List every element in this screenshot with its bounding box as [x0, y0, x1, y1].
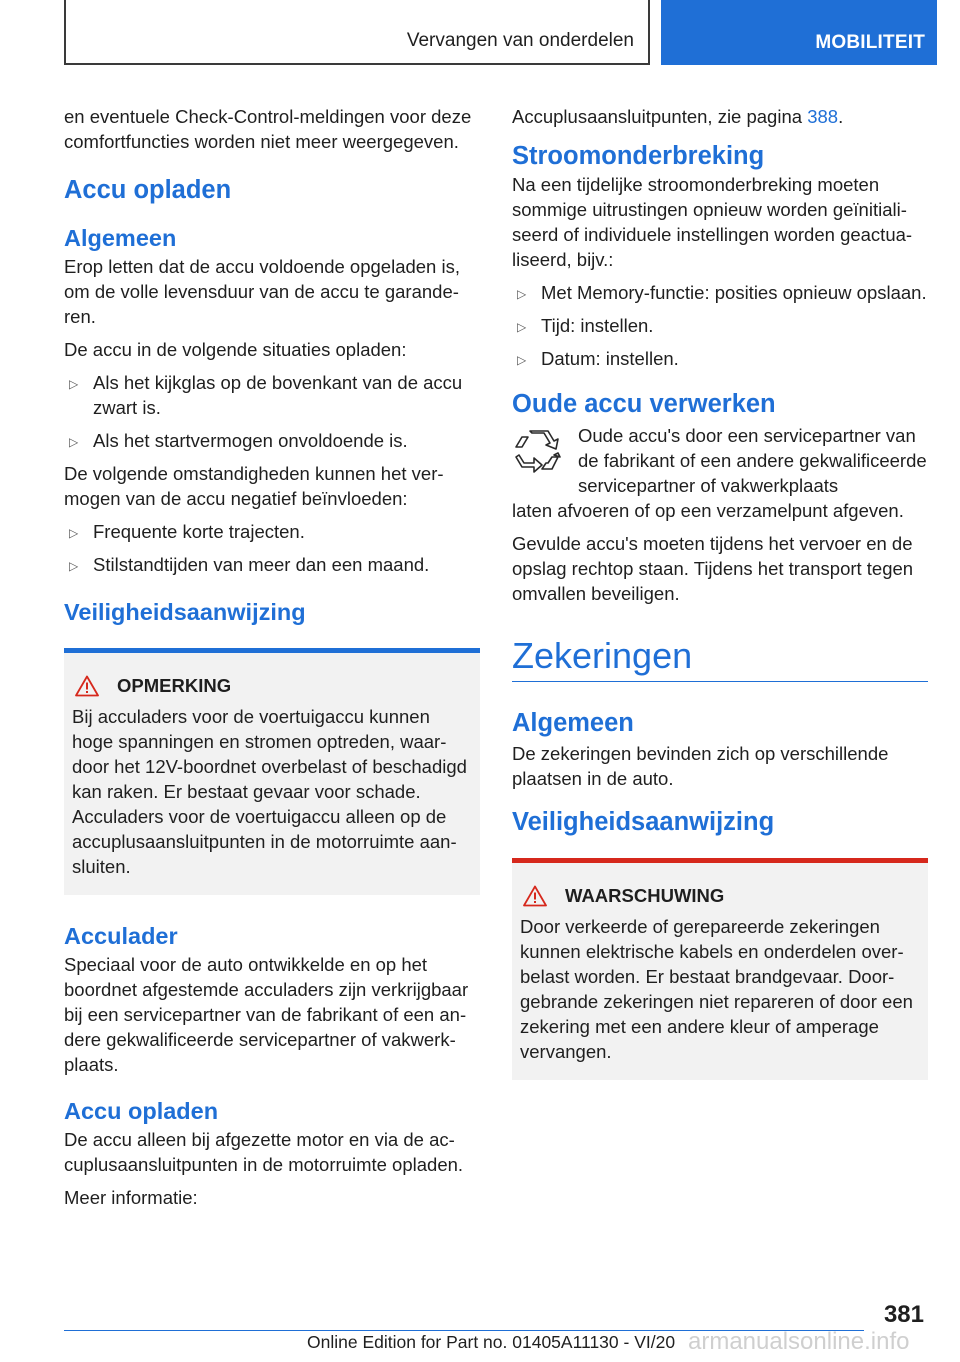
paragraph-opladen: De accu alleen bij afgezette motor en via de accuplusaansluitpunten in de motorruimte opladen. [64, 1129, 464, 1175]
paragraph-zekeringen: De zekeringen bevinden zich op verschillende plaatsen in de auto. [512, 743, 889, 789]
watermark: armanualsonline.info [688, 1328, 910, 1355]
paragraph-vervoer: Gevulde accu's moeten tijdens het vervoer en de opslag rechtop staan. Tijdens het transport tegen omvallen beveiligen. [512, 533, 914, 604]
chapter-badge-label: MOBILITEIT [815, 32, 925, 53]
paragraph-meer-informatie: Meer informatie: [64, 1187, 198, 1208]
paragraph-situaties: De accu in de volgende situaties opladen: [64, 339, 407, 360]
paragraph-acculader: Speciaal voor de auto ontwikkelde en op het boordnet afgestemde acculaders zijn verkrijgbaar bij een servicepartner van de fabrikant of een andere gekwalificeerde servicepartner of vakwerkplaats. [64, 954, 469, 1075]
bullet-triangle-icon: ▷ [517, 320, 527, 334]
page-link[interactable]: 388 [807, 106, 839, 127]
warning-label: WAARSCHUWING [565, 885, 725, 906]
chapter-badge [661, 0, 937, 65]
warning-text: Door verkeerde of gerepareerde zekeringen kunnen elektrische kabels en onderdelen overbelast worden. Er bestaat brandgevaar. Doorgebrande zekeringen niet repareren of door een zekering met een andere kleur of amperage vervangen. [520, 916, 913, 1062]
intro-paragraph: en eventuele Check-Control-meldingen voor deze comfortfuncties worden niet meer weergegeven. [64, 106, 472, 152]
note-text: Bij acculaders voor de voertuigaccu kunnen hoge spanningen en stromen optreden, waardoor het 12V-boordnet overbelast of beschadigd kan raken. Er bestaat gevaar voor schade. Acculaders voor de voertuigaccu alleen op de accuplusaansluitpunten in de motorruimte aansluiten. [72, 706, 467, 877]
left-column [64, 104, 480, 1218]
list-item: ▷ Met Memory-functie: posities opnieuw opslaan. [512, 280, 928, 305]
page-number: 381 [883, 1301, 924, 1328]
warning-header [520, 883, 918, 908]
bullet-triangle-icon: ▷ [69, 526, 79, 540]
list-item: ▷ Stilstandtijden van meer dan een maand. [64, 552, 480, 577]
heading-algemeen-zekeringen: Algemeen [512, 709, 634, 737]
bullet-triangle-icon: ▷ [69, 435, 79, 449]
right-column [512, 104, 928, 1080]
paragraph-afvoeren: laten afvoeren of op een verzamelpunt afgeven. [512, 500, 904, 521]
edition-footer: Online Edition for Part no. 01405A11130 - VI/20 [307, 1332, 676, 1352]
heading-accu-opladen: Accu opladen [64, 176, 232, 204]
recycling-note [512, 423, 928, 498]
section-title: Vervangen van onderdelen [406, 30, 634, 51]
bullet-triangle-icon: ▷ [69, 559, 79, 573]
warning-triangle-icon [75, 675, 99, 697]
list-item: ▷ Datum: instellen. [512, 346, 928, 371]
bullet-triangle-icon: ▷ [517, 287, 527, 301]
paragraph-stroomonderbreking: Na een tijdelijke stroomonderbreking moeten sommige uitrustingen opnieuw worden geïnitialiseerd of individuele instellingen worden geactualiseerd, bijv.: [512, 174, 913, 270]
warning-triangle-icon [523, 885, 547, 907]
heading-oude-accu: Oude accu verwerken [512, 390, 776, 418]
bullet-triangle-icon: ▷ [517, 353, 527, 367]
heading-veiligheidsaanwijzing-2: Veiligheidsaanwijzing [512, 808, 775, 836]
recycle-icon [512, 427, 564, 483]
paragraph-levensduur: Erop letten dat de accu voldoende opgeladen is, om de volle levensduur van de accu te garanderen. [64, 256, 460, 327]
list-item: ▷ Tijd: instellen. [512, 313, 928, 338]
paragraph-oude-accu: Oude accu's door een servicepartner van de fabrikant of een andere gekwalificeerde servicepartner of vakwerkplaats [578, 425, 927, 496]
note-header [72, 673, 470, 698]
heading-acculader: Acculader [64, 923, 178, 949]
heading-zekeringen: Zekeringen [512, 635, 928, 682]
list-item: ▷ Frequente korte trajecten. [64, 519, 480, 544]
bullet-triangle-icon: ▷ [69, 377, 79, 391]
section-tab [64, 0, 650, 65]
note-label: OPMERKING [117, 675, 232, 696]
paragraph-accuplus: Accuplusaansluitpunten, zie pagina 388. [512, 106, 844, 127]
warning-box [512, 858, 928, 1080]
heading-veiligheidsaanwijzing: Veiligheidsaanwijzing [64, 599, 306, 625]
paragraph-omstandigheden: De volgende omstandigheden kunnen het vermogen van de accu negatief beïnvloeden: [64, 463, 444, 509]
list-item: ▷ Als het startvermogen onvoldoende is. [64, 428, 480, 453]
note-box [64, 648, 480, 895]
heading-stroomonderbreking: Stroomonderbreking [512, 142, 765, 170]
list-item: ▷ Als het kijkglas op de bovenkant van de accu zwart is. [69, 372, 463, 418]
heading-algemeen: Algemeen [64, 225, 177, 251]
heading-accu-opladen-2: Accu opladen [64, 1098, 219, 1124]
